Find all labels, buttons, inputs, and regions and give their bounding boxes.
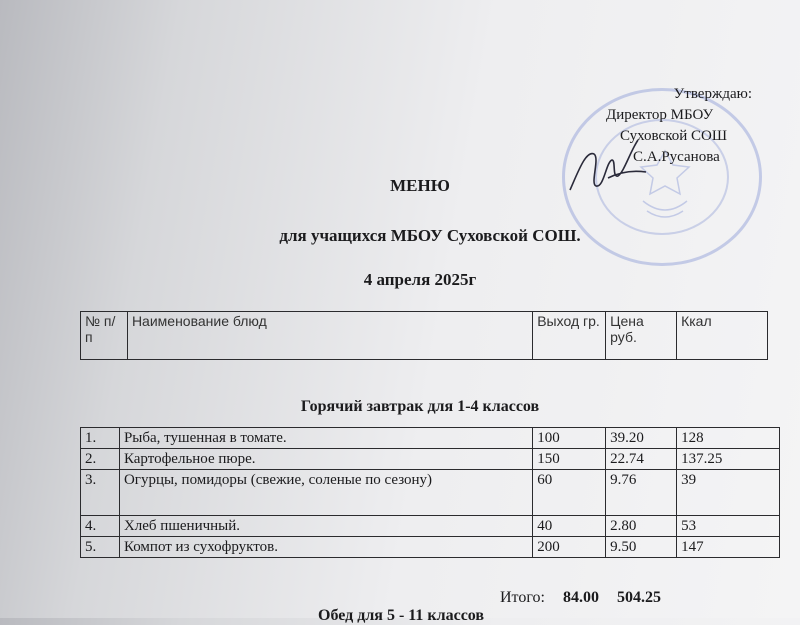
header-kcal: Ккал: [677, 312, 768, 360]
section-title: Горячий завтрак для 1-4 классов: [300, 398, 540, 415]
row-kcal: 147: [677, 537, 780, 558]
table-row: [81, 449, 780, 470]
row-yield: 100: [533, 428, 606, 449]
row-name: Хлеб пшеничный.: [119, 516, 532, 537]
row-name: Огурцы, помидоры (свежие, соленые по сезону): [119, 470, 532, 516]
total-price: 84.00: [562, 589, 599, 606]
table-row: [81, 516, 780, 537]
menu-table: [80, 427, 780, 558]
row-price: 2.80: [606, 516, 677, 537]
header-table: [80, 311, 768, 360]
page-subtitle: для учащихся МБОУ Суховской СОШ.: [279, 226, 581, 245]
table-row: [81, 470, 780, 516]
row-num: 2.: [81, 449, 120, 470]
table-row: [81, 428, 780, 449]
header-num: № п/п: [81, 312, 128, 360]
menu-date: 4 апреля 2025г: [363, 270, 477, 289]
row-kcal: 39: [677, 470, 780, 516]
row-yield: 40: [533, 516, 606, 537]
header-price: Цена руб.: [606, 312, 677, 360]
row-yield: 200: [533, 537, 606, 558]
row-price: 9.76: [606, 470, 677, 516]
row-num: 5.: [81, 537, 120, 558]
page-title: МЕНЮ: [390, 176, 450, 195]
total-label: Итого:: [500, 589, 545, 606]
total-line: [500, 589, 679, 607]
next-section-title: Обед для 5 - 11 классов: [318, 607, 485, 624]
row-name: Компот из сухофруктов.: [119, 537, 532, 558]
header-name: Наименование блюд: [127, 312, 532, 360]
approval-school: Суховской СОШ: [620, 128, 727, 144]
approval-position: Директор МБОУ: [606, 107, 714, 123]
row-kcal: 137.25: [677, 449, 780, 470]
total-kcal: 504.25: [616, 589, 661, 606]
row-price: 39.20: [606, 428, 677, 449]
row-price: 22.74: [606, 449, 677, 470]
row-name: Картофельное пюре.: [119, 449, 532, 470]
row-num: 1.: [81, 428, 120, 449]
row-yield: 60: [533, 470, 606, 516]
header-yield: Выход гр.: [533, 312, 606, 360]
row-price: 9.50: [606, 537, 677, 558]
row-name: Рыба, тушенная в томате.: [119, 428, 532, 449]
approval-line: Утверждаю:: [673, 86, 752, 102]
row-num: 3.: [81, 470, 120, 516]
table-row: [81, 537, 780, 558]
row-num: 4.: [81, 516, 120, 537]
row-yield: 150: [533, 449, 606, 470]
approval-name: С.А.Русанова: [633, 149, 720, 165]
row-kcal: 128: [677, 428, 780, 449]
row-kcal: 53: [677, 516, 780, 537]
